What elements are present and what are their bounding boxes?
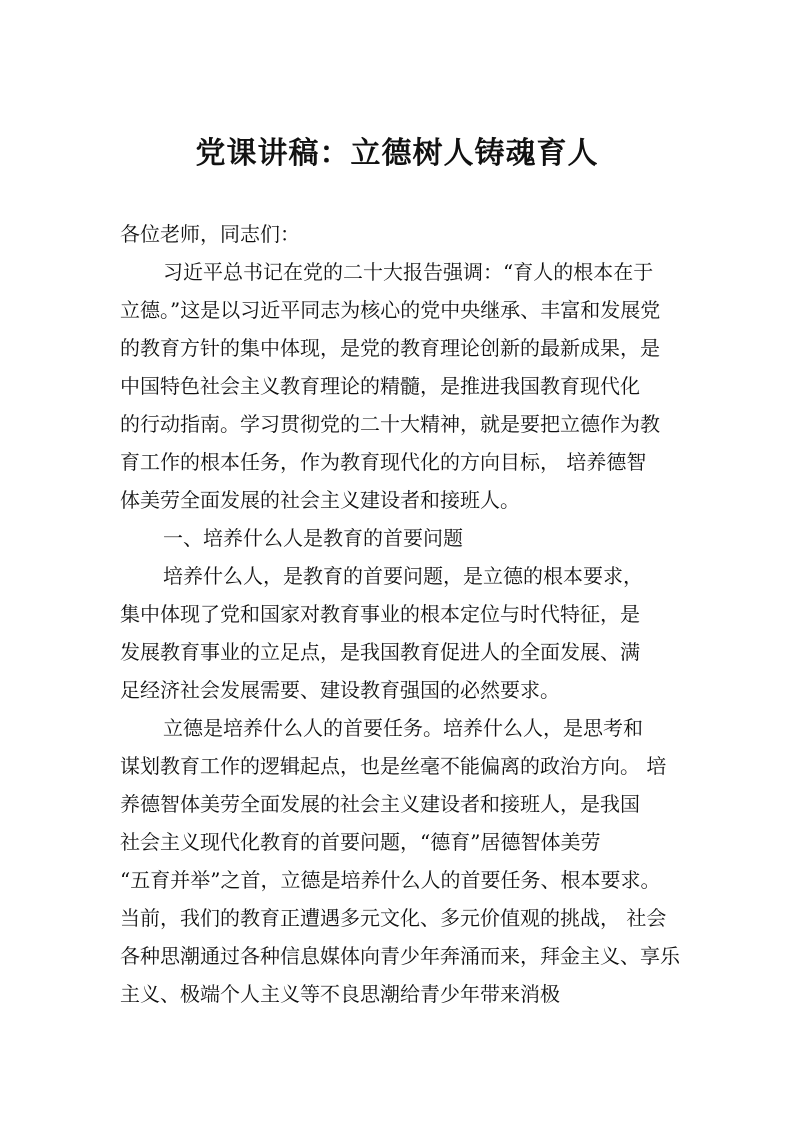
section-heading: 一、培养什么人是教育的首要问题: [163, 526, 463, 550]
paragraph-line: 主义、极端个人主义等不良思潮给青少年带来消极: [120, 982, 560, 1006]
paragraph-line: 发展教育事业的立足点，是我国教育促进人的全面发展、满: [120, 640, 640, 664]
paragraph-line: 集中体现了党和国家对教育事业的根本定位与时代特征，是: [120, 602, 640, 626]
paragraph-line: 的教育方针的集中体现，是党的教育理论创新的最新成果，是: [120, 336, 660, 360]
paragraph-line: 当前，我们的教育正遭遇多元文化、多元价值观的挑战， 社会: [120, 906, 667, 930]
paragraph-line: 育工作的根本任务，作为教育现代化的方向目标， 培养德智: [120, 450, 647, 474]
paragraph-line: 中国特色社会主义教育理论的精髓，是推进我国教育现代化: [120, 374, 640, 398]
paragraph-line: 谋划教育工作的逻辑起点，也是丝毫不能偏离的政治方向。 培: [120, 754, 667, 778]
paragraph-line: 体美劳全面发展的社会主义建设者和接班人。: [120, 488, 520, 512]
paragraph-line: 社会主义现代化教育的首要问题，“德育”居德智体美劳: [120, 830, 601, 854]
paragraph-line: 各种思潮通过各种信息媒体向青少年奔涌而来，拜金主义、享乐: [120, 944, 680, 968]
paragraph-line: 的行动指南。学习贯彻党的二十大精神，就是要把立德作为教: [120, 412, 660, 436]
paragraph-line: “五育并举”之首，立德是培养什么人的首要任务、根本要求。: [120, 868, 661, 892]
paragraph-line: 习近平总书记在党的二十大报告强调：“育人的根本在于: [163, 260, 654, 284]
salutation: 各位老师，同志们：: [120, 222, 300, 246]
paragraph-line: 立德。”这是以习近平同志为核心的党中央继承、丰富和发展党: [120, 298, 661, 322]
paragraph-line: 养德智体美劳全面发展的社会主义建设者和接班人，是我国: [120, 792, 640, 816]
paragraph-line: 立德是培养什么人的首要任务。培养什么人，是思考和: [163, 716, 643, 740]
document-title: 党课讲稿：立德树人铸魂育人: [195, 136, 599, 171]
paragraph-line: 培养什么人，是教育的首要问题，是立德的根本要求，: [163, 564, 643, 588]
paragraph-line: 足经济社会发展需要、建设教育强国的必然要求。: [120, 678, 560, 702]
